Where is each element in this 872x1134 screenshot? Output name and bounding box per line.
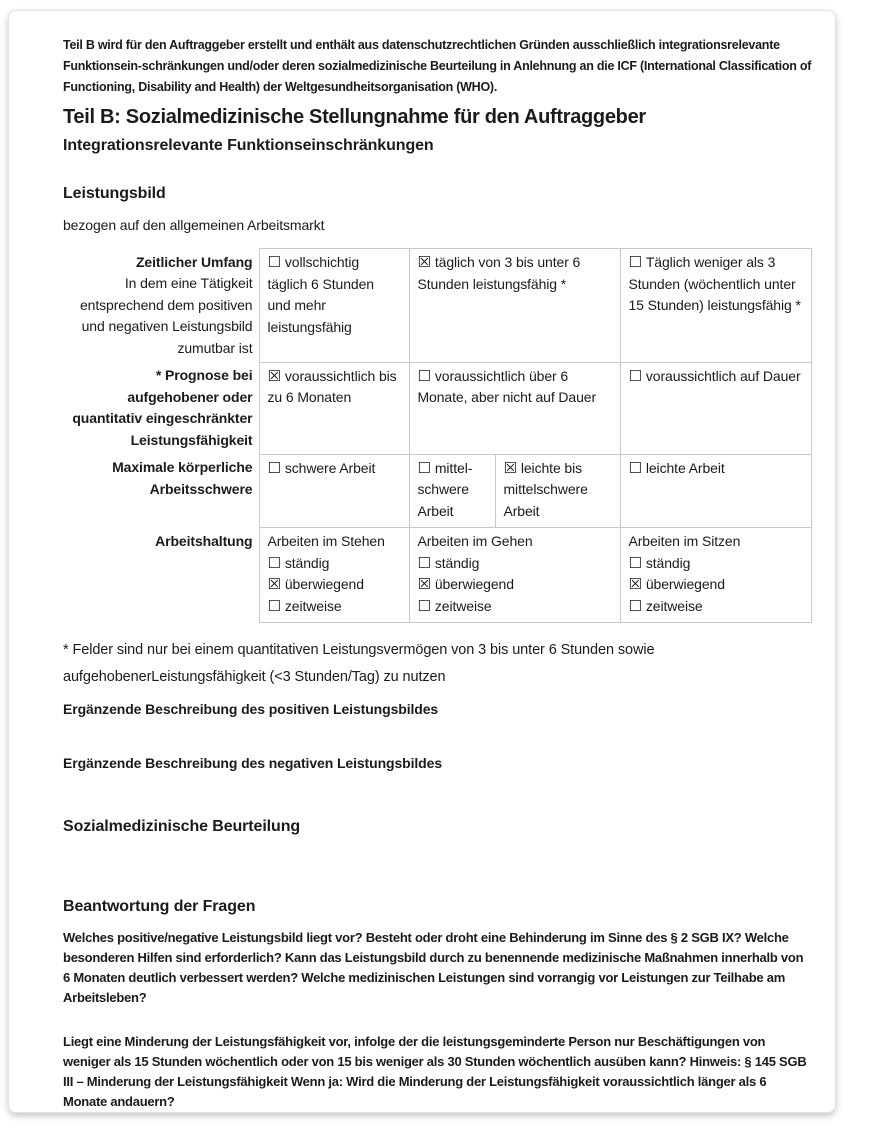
checkbox-icon: ☐ [267, 458, 281, 477]
negative-description-heading: Ergänzende Beschreibung des negativen Leistungsbildes [63, 755, 443, 771]
checkbox-icon: ☒ [503, 458, 517, 477]
checkbox-option [268, 553, 401, 575]
row-label-arbeitsschwere [63, 454, 259, 528]
checkbox-icon: ☒ [417, 575, 431, 593]
checkbox-option [268, 574, 401, 596]
posture-cell-stehen [259, 528, 409, 623]
checkbox-icon: ☐ [267, 596, 281, 615]
table-row-arbeitsschwere [63, 454, 811, 528]
checkbox-icon: ☐ [417, 553, 431, 572]
positive-description-heading: Ergänzende Beschreibung des positiven Leistungsbildes [63, 701, 439, 717]
row-label-title: Zeitlicher Umfang [135, 253, 253, 270]
checkbox-cell [259, 249, 409, 363]
page-subtitle: Integrationsrelevante Funktionseinschränkungen [63, 137, 434, 154]
checkbox-cell [495, 454, 620, 528]
checkbox-label: zeitweise [645, 597, 703, 614]
checkbox-option [418, 553, 612, 575]
checkbox-label: zeitweise [434, 597, 492, 614]
checkbox-icon: ☐ [417, 366, 431, 385]
question-1: Welches positive/negative Leistungsbild liegt vor? Besteht oder droht eine Behinderung im Sinne des § 2 SGB IX? Welche besonderen Hilfen sind erforderlich? Kann das Leistungsbild durch zu benennende medizinische Maßnahmen innerhalb von 6 Monaten deutlich verbessert werden? Welche medizinischen Leistungen sind vorrangig vor Leistungen zur Teilhabe am Arbeitsleben? [63, 930, 804, 1005]
checkbox-icon: ☐ [628, 458, 642, 477]
checkbox-icon: ☐ [628, 253, 642, 271]
checkbox-option [268, 596, 401, 618]
leistungsbild-table [63, 248, 812, 623]
checkbox-label: vollschichtig täglich 6 Stunden und mehr leistungsfähig [267, 254, 374, 335]
checkbox-label: zeitweise [284, 597, 342, 614]
table-row-prognose [63, 362, 811, 454]
checkbox-icon: ☐ [267, 253, 281, 271]
checkbox-option [629, 596, 803, 618]
leistungsbild-subheading: bezogen auf den allgemeinen Arbeitsmarkt [63, 217, 325, 233]
row-label-title: Arbeitshaltung [155, 532, 253, 549]
checkbox-label: schwere Arbeit [284, 459, 376, 476]
checkbox-icon: ☐ [628, 553, 642, 572]
intro-paragraph: Teil B wird für den Auftraggeber erstellt und enthält aus datenschutzrechtlichen Gründen ausschließlich integrationsrelevante Funktionsein-schränkungen und/oder deren sozialmedizinische Beurteilung in Anlehnung an die ICF (International Classification of Functioning, Disability and Health) der Weltgesundheitsorganisation (WHO). [63, 38, 812, 94]
checkbox-option [629, 553, 803, 575]
checkbox-cell [409, 362, 620, 454]
checkbox-label: täglich von 3 bis unter 6 Stunden leistungsfähig * [417, 254, 581, 292]
posture-heading: Arbeiten im Sitzen [628, 533, 741, 549]
checkbox-label: überwiegend [434, 576, 514, 592]
page-title: Teil B: Sozialmedizinische Stellungnahme für den Auftraggeber [63, 106, 646, 128]
checkbox-icon: ☐ [417, 596, 431, 615]
checkbox-option [629, 574, 803, 596]
checkbox-icon: ☒ [628, 575, 642, 593]
checkbox-label: voraussichtlich bis zu 6 Monaten [267, 367, 397, 405]
checkbox-option [418, 596, 612, 618]
checkbox-label: Täglich weniger als 3 Stunden (wöchentlich unter 15 Stunden) leistungsfähig * [628, 254, 801, 313]
fragen-heading: Beantwortung der Fragen [63, 898, 256, 915]
question-2: Liegt eine Minderung der Leistungsfähigkeit vor, infolge der die leistungsgeminderte Person nur Beschäftigungen von weniger als 15 Stunden wöchentlich oder von 15 bis weniger als 30 Stunden wöchentlich ausüben kann? Hinweis: § 145 SGB III – Minderung der Leistungsfähigkeit Wenn ja: Wird die Minderung der Leistungsfähigkeit voraussichtlich länger als 6 Monate andauern? [63, 1034, 807, 1109]
row-label-title: Maximale körperliche Arbeitsschwere [112, 459, 253, 497]
checkbox-cell [409, 249, 620, 363]
checkbox-icon: ☐ [417, 458, 431, 477]
row-label-subtext: In dem eine Tätigkeit entsprechend dem positiven und negativen Leistungsbild zumutbar ist [79, 275, 253, 356]
checkbox-label: leichte Arbeit [645, 459, 725, 476]
row-label-prognose [63, 362, 259, 454]
checkbox-cell [409, 454, 495, 528]
table-row-arbeitshaltung [63, 528, 811, 623]
checkbox-icon: ☒ [417, 253, 431, 271]
checkbox-cell [259, 362, 409, 454]
checkbox-label: mittel-schwere Arbeit [417, 459, 473, 519]
posture-cell-gehen [409, 528, 620, 623]
document-page [8, 10, 836, 1113]
checkbox-label: voraussichtlich auf Dauer [645, 367, 801, 384]
table-row-zeitlicher-umfang [63, 249, 811, 363]
checkbox-label: ständig [645, 554, 691, 571]
posture-heading: Arbeiten im Stehen [267, 533, 385, 549]
checkbox-label: leichte bis mittelschwere Arbeit [503, 459, 588, 519]
checkbox-label: ständig [434, 554, 480, 571]
checkbox-icon: ☒ [267, 366, 281, 385]
checkbox-cell [259, 454, 409, 528]
table-footnote: * Felder sind nur bei einem quantitativen Leistungsvermögen von 3 bis unter 6 Stunden sowie aufgehobenerLeistungsfähigkeit (<3 Stunden/Tag) zu nutzen [63, 642, 655, 685]
checkbox-icon: ☐ [267, 553, 281, 572]
checkbox-cell [620, 249, 811, 363]
posture-heading: Arbeiten im Gehen [417, 533, 533, 549]
checkbox-icon: ☒ [267, 575, 281, 593]
checkbox-cell [620, 454, 811, 528]
checkbox-label: überwiegend [645, 576, 725, 592]
checkbox-label: ständig [284, 554, 330, 571]
row-label-title: * Prognose bei aufgehobener oder quantitativ eingeschränkter Leistungsfähigkeit [72, 367, 253, 448]
beurteilung-heading: Sozialmedizinische Beurteilung [63, 818, 301, 835]
checkbox-icon: ☐ [628, 366, 642, 385]
checkbox-cell [620, 362, 811, 454]
row-label-zeitlicher-umfang [63, 249, 259, 363]
leistungsbild-heading: Leistungsbild [63, 185, 166, 202]
checkbox-label: voraussichtlich über 6 Monate, aber nicht auf Dauer [417, 367, 597, 405]
row-label-arbeitshaltung [63, 528, 259, 623]
checkbox-option [418, 574, 612, 596]
checkbox-label: überwiegend [284, 576, 364, 592]
posture-cell-sitzen [620, 528, 811, 623]
checkbox-icon: ☐ [628, 596, 642, 615]
